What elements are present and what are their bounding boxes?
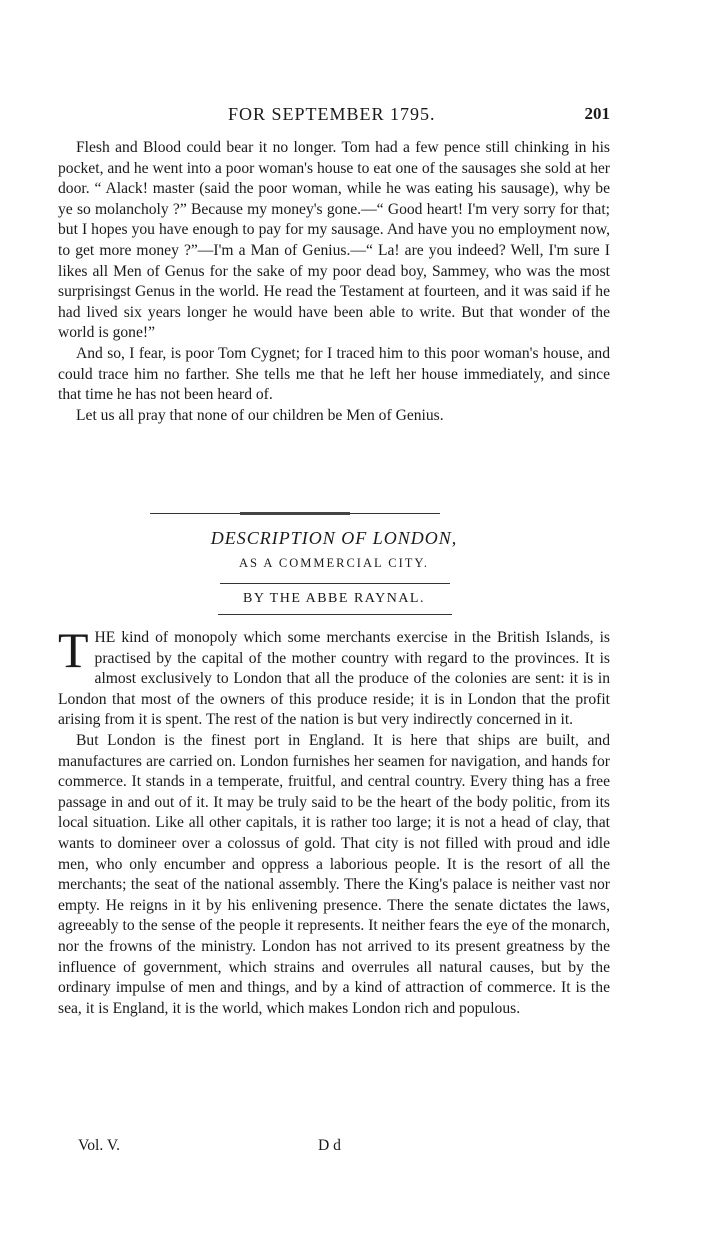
drop-cap: T xyxy=(58,622,89,678)
article-subtitle: AS A COMMERCIAL CITY. xyxy=(239,556,429,570)
paragraph: Flesh and Blood could bear it no longer. Tom had a few pence still chinking in his pocket, and he went into a poor woman's house to eat one of the sausages she sold at her door. “ Alack! master (said the poor woman, while he was eating his sausage), why be ye so molancholy ?” Because my money's gone.—“ Good heart! I'm very sorry for that; but I hopes you have enough to pay for my sausage. And have you no employment now, to get more money ?”—I'm a Man of Genius.—“ La! are you indeed? Well, I'm sure I likes all Men of Genus for the sake of my poor dead boy, Sammey, who was the most surprisingst Genus in the world. He read the Testament at fourteen, and it was said if he had lived six years longer he would have been able to write. But that wonder of the world is gone!” xyxy=(58,139,610,342)
paragraph: And so, I fear, is poor Tom Cygnet; for I traced him to this poor woman's house, and could trace him no farther. She tells me that he left her house immediately, and since that time he has not been heard of. xyxy=(58,344,610,404)
volume-label: Vol. V. xyxy=(78,1137,121,1154)
page-header xyxy=(58,104,610,128)
article-body xyxy=(58,622,610,1019)
running-head: FOR SEPTEMBER 1795. xyxy=(228,104,436,124)
paragraph: Let us all pray that none of our children be Men of Genius. xyxy=(76,406,444,424)
signature-mark: D d xyxy=(318,1137,341,1154)
article-title: DESCRIPTION OF LONDON, xyxy=(210,528,458,548)
title-rule xyxy=(220,583,450,584)
paragraph: But London is the finest port in England. It is here that ships are built, and manufactures are carried on. London furnishes her seamen for navigation, and hands for commerce. It stands in a temperate, fruitful, and central country. Every thing has a free passage in and out of it. It may be truly said to be the heart of the body politic, from its local situation. Like all other capitals, it is rather too large; it is not a head of clay, that wants to domineer over a colossus of gold. That city is not filled with proud and idle men, who only encumber and oppress a laborious people. It is the resort of all the merchants; the seat of the national assembly. There the King's palace is neither vast nor empty. He reigns in it by his enlivening presence. There the senate dictates the laws, agreeably to the sense of the people it represents. It neither fears the eye of the monarch, nor the frowns of the ministry. London has not arrived to its present greatness by the influence of government, which strains and overrules all natural causes, but by the ordinary impulse of men and things, and by a kind of attraction of commerce. It is the sea, it is England, it is the world, which makes London rich and populous. xyxy=(58,731,610,1017)
section-divider xyxy=(150,512,440,516)
page-number: 201 xyxy=(584,104,610,123)
previous-article-conclusion xyxy=(58,138,610,426)
page-footer xyxy=(78,1137,598,1159)
article-byline: BY THE ABBE RAYNAL. xyxy=(242,591,425,606)
byline-rule xyxy=(218,614,452,615)
paragraph: THE kind of monopoly which some merchants exercise in the British Islands, is practised by the capital of the mother country with regard to the provinces. It is almost exclusively to London that all the produce of the colonies are sent: it is in London that most of the owners of this produce reside; it is in London that the profit arising from it is spent. The rest of the nation is but very indirectly concerned in it. xyxy=(58,622,610,729)
